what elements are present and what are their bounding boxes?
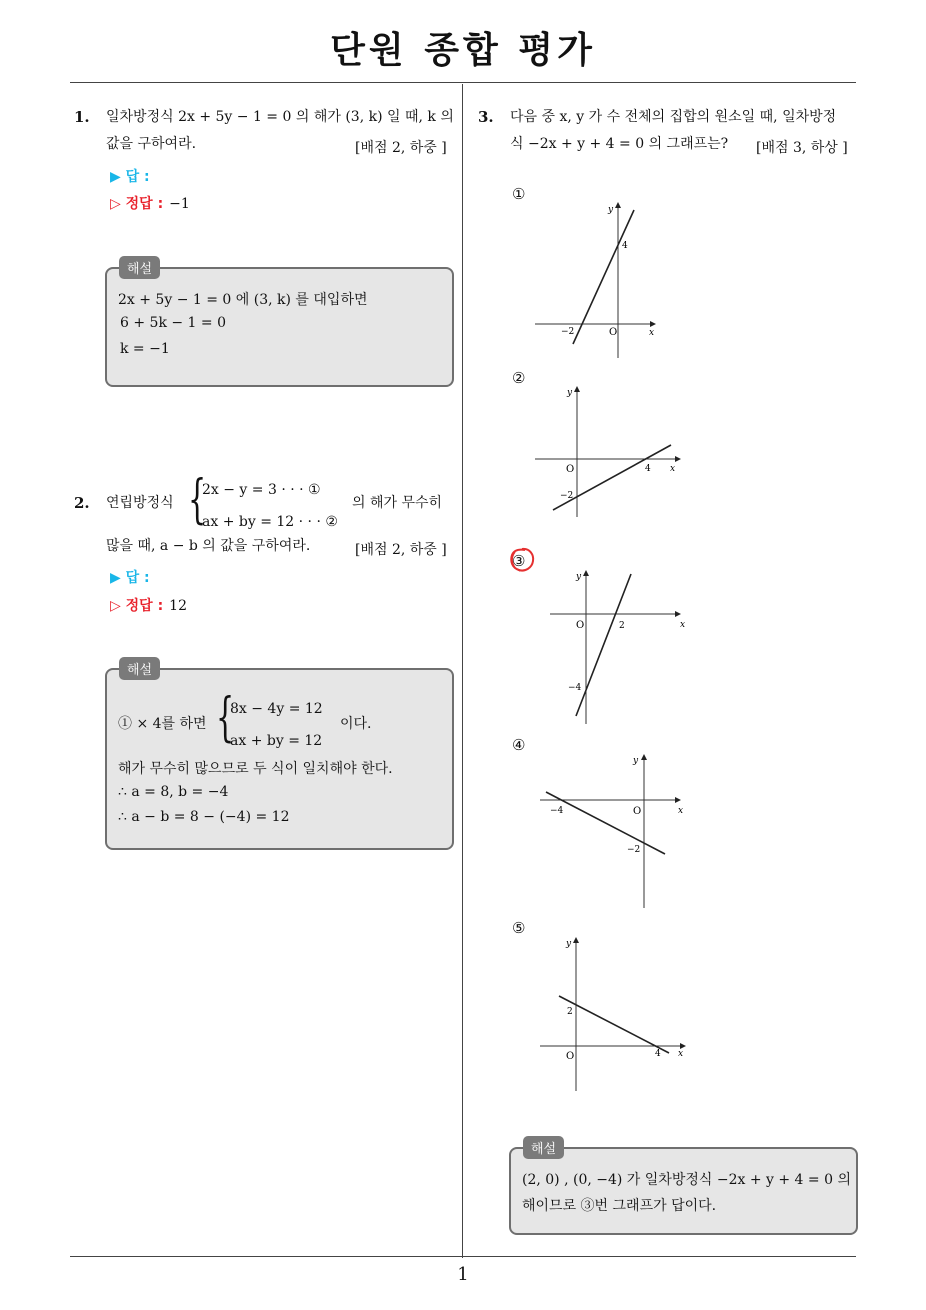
choice-5-label[interactable]: ⑤ xyxy=(512,919,526,937)
origin-label: O xyxy=(566,1051,575,1062)
question-3-explanation xyxy=(509,1147,858,1235)
system-brace: { xyxy=(188,470,207,530)
question-2-answer-label: ▶ 답 : xyxy=(110,570,150,586)
choice-2-graph[interactable] xyxy=(530,382,690,517)
x-intercept-label: 2 xyxy=(619,621,625,631)
question-3-number: 3. xyxy=(478,108,494,126)
question-1-text-line1: 일차방정식 2x + 5y − 1 = 0 의 해가 (3, k) 일 때, k 의 xyxy=(106,109,454,125)
correct-label: ▷ 정답 : xyxy=(110,598,164,614)
choice-4-graph[interactable] xyxy=(535,750,690,910)
question-1-answer-label: ▶ 답 : xyxy=(110,169,150,185)
correct-value: 12 xyxy=(169,598,187,614)
correct-value: −1 xyxy=(169,196,190,212)
question-3-score: [배점 3, 하상 ] xyxy=(756,140,848,156)
explanation-line: (2, 0) , (0, −4) 가 일차방정식 −2x + y + 4 = 0 의 xyxy=(522,1172,851,1188)
y-intercept-label: −2 xyxy=(560,491,574,501)
system-brace: { xyxy=(216,688,235,748)
choice-1-graph[interactable] xyxy=(530,198,665,360)
explanation-line: 6 + 5k − 1 = 0 xyxy=(120,315,227,331)
explanation-line: k = −1 xyxy=(120,341,170,357)
choice-3-graph[interactable] xyxy=(545,566,690,726)
x-intercept-label: 4 xyxy=(655,1049,661,1059)
y-intercept-label: 2 xyxy=(567,1007,573,1017)
x-label: x xyxy=(670,464,676,474)
x-label: x xyxy=(649,328,655,338)
question-2-number: 2. xyxy=(74,494,90,512)
choice-3-label[interactable]: ③ xyxy=(512,552,526,570)
explanation-system-eq-1: 8x − 4y = 12 xyxy=(230,701,323,717)
y-label: y xyxy=(576,572,582,582)
y-label: y xyxy=(608,205,614,215)
choice-5-graph[interactable] xyxy=(535,933,695,1093)
question-1-score: [배점 2, 하중 ] xyxy=(355,140,447,156)
x-label: x xyxy=(680,620,686,630)
page-number: 1 xyxy=(457,1264,469,1285)
y-label: y xyxy=(567,388,573,398)
x-label: x xyxy=(678,1049,684,1059)
explanation-tag: 해설 xyxy=(119,256,160,279)
explanation-tail: 이다. xyxy=(340,716,372,732)
graph-line xyxy=(546,792,665,854)
y-intercept-label: −2 xyxy=(627,845,641,855)
question-2-score: [배점 2, 하중 ] xyxy=(355,542,447,558)
x-intercept-label: −2 xyxy=(561,327,575,337)
origin-label: O xyxy=(576,620,585,631)
page-title: 단원 종합 평가 xyxy=(330,30,596,71)
x-intercept-label: 4 xyxy=(645,464,651,474)
y-intercept-label: 4 xyxy=(622,241,628,251)
top-rule xyxy=(70,82,856,83)
origin-label: O xyxy=(609,327,618,338)
system-eq-1: 2x − y = 3 · · · ① xyxy=(202,482,321,498)
question-1-correct xyxy=(110,193,190,213)
explanation-tag: 해설 xyxy=(523,1136,564,1159)
choice-4-label[interactable]: ④ xyxy=(512,736,526,754)
selected-answer-mark-icon xyxy=(508,546,536,574)
question-2-text-line2: 많을 때, a − b 의 값을 구하여라. xyxy=(106,538,311,554)
explanation-lead: ① × 4를 하면 xyxy=(118,716,207,732)
system-eq-2: ax + by = 12 · · · ② xyxy=(202,514,338,530)
origin-label: O xyxy=(633,806,642,817)
correct-label: ▷ 정답 : xyxy=(110,196,164,212)
y-label: y xyxy=(566,939,572,949)
x-label: x xyxy=(678,806,684,816)
choice-2-label[interactable]: ② xyxy=(512,369,526,387)
question-1-text-line2: 값을 구하여라. xyxy=(106,136,197,152)
y-label: y xyxy=(633,756,639,766)
explanation-line: ∴ a = 8, b = −4 xyxy=(118,784,229,800)
question-2-tail: 의 해가 무수히 xyxy=(352,495,443,511)
x-intercept-label: −4 xyxy=(550,806,564,816)
question-2-correct xyxy=(110,595,187,615)
question-1-number: 1. xyxy=(74,108,90,126)
explanation-line: 해이므로 ③번 그래프가 답이다. xyxy=(522,1198,717,1214)
y-intercept-label: −4 xyxy=(568,683,582,693)
column-divider xyxy=(462,84,463,1258)
explanation-line: 해가 무수히 많으므로 두 식이 일치해야 한다. xyxy=(118,761,393,777)
explanation-tag: 해설 xyxy=(119,657,160,680)
explanation-line: 2x + 5y − 1 = 0 에 (3, k) 를 대입하면 xyxy=(118,292,368,308)
explanation-line: ∴ a − b = 8 − (−4) = 12 xyxy=(118,809,290,825)
origin-label: O xyxy=(566,464,575,475)
question-3-text-line2: 식 −2x + y + 4 = 0 의 그래프는? xyxy=(510,136,729,152)
graph-line xyxy=(576,574,631,716)
question-2-lead: 연립방정식 xyxy=(106,495,174,511)
question-3-text-line1: 다음 중 x, y 가 수 전체의 집합의 원소일 때, 일차방정 xyxy=(510,109,837,125)
bottom-rule xyxy=(70,1256,856,1257)
choice-1-label[interactable]: ① xyxy=(512,185,526,203)
explanation-system-eq-2: ax + by = 12 xyxy=(230,733,323,749)
